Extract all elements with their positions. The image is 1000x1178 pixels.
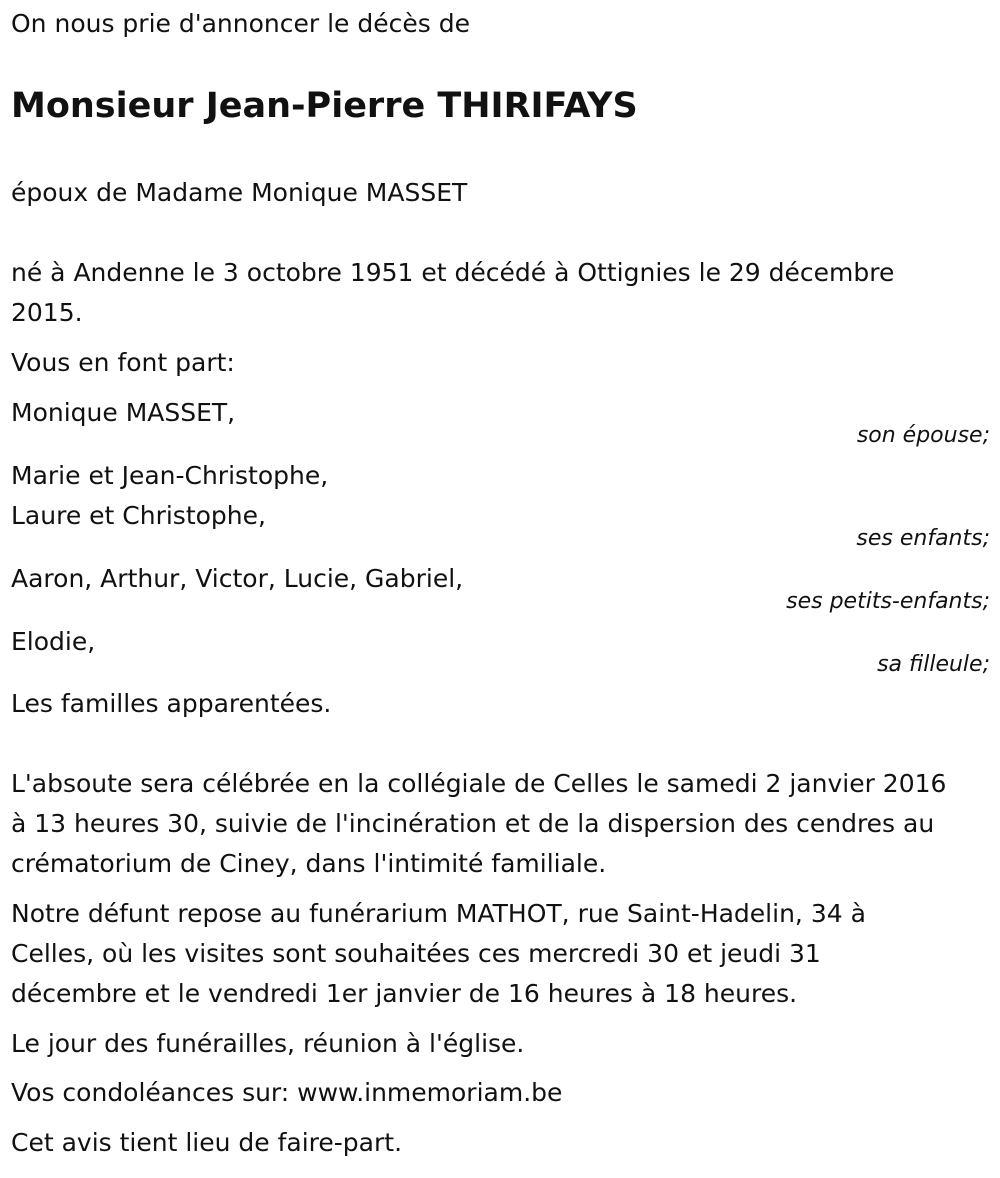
family-spouse-name: Monique MASSET, — [11, 398, 236, 427]
family-goddaughter-role: sa filleule; — [877, 652, 990, 677]
family-grandchildren-name: Aaron, Arthur, Victor, Lucie, Gabriel, — [11, 564, 464, 593]
gathering-text: Le jour des funérailles, réunion à l'église. — [11, 1029, 525, 1058]
family-children-name-1: Marie et Jean-Christophe, — [11, 461, 329, 490]
birth-death-line-2: 2015. — [11, 298, 83, 327]
ceremony-line-2: à 13 heures 30, suivie de l'incinération et de la dispersion des cendres au — [11, 809, 935, 838]
ceremony-line-3: crématorium de Ciney, dans l'intimité familiale. — [11, 849, 607, 878]
birth-death-line-1: né à Andenne le 3 octobre 1951 et décédé à Ottignies le 29 décembre — [11, 258, 895, 287]
family-children-role: ses enfants; — [856, 526, 990, 551]
visitation-line-3: décembre et le vendredi 1er janvier de 16 heures à 18 heures. — [11, 979, 798, 1008]
deceased-name: Monsieur Jean-Pierre THIRIFAYS — [11, 86, 638, 126]
family-spouse-role: son épouse; — [856, 423, 990, 448]
spouse-line: époux de Madame Monique MASSET — [11, 178, 468, 207]
family-grandchildren-role: ses petits-enfants; — [786, 589, 990, 614]
visitation-line-2: Celles, où les visites sont souhaitées ces mercredi 30 et jeudi 31 — [11, 939, 821, 968]
visitation-line-1: Notre défunt repose au funérarium MATHOT, rue Saint-Hadelin, 34 à — [11, 899, 866, 928]
ceremony-line-1: L'absoute sera célébrée en la collégiale de Celles le samedi 2 janvier 2016 — [11, 769, 947, 798]
family-goddaughter-name: Elodie, — [11, 627, 96, 656]
condolences-text: Vos condoléances sur: www.inmemoriam.be — [11, 1078, 563, 1107]
closing-text: Cet avis tient lieu de faire-part. — [11, 1128, 403, 1157]
announcement-intro: Vous en font part: — [11, 348, 235, 377]
family-children-name-2: Laure et Christophe, — [11, 501, 266, 530]
relatives-text: Les familles apparentées. — [11, 689, 332, 718]
intro-text: On nous prie d'annoncer le décès de — [11, 9, 470, 38]
